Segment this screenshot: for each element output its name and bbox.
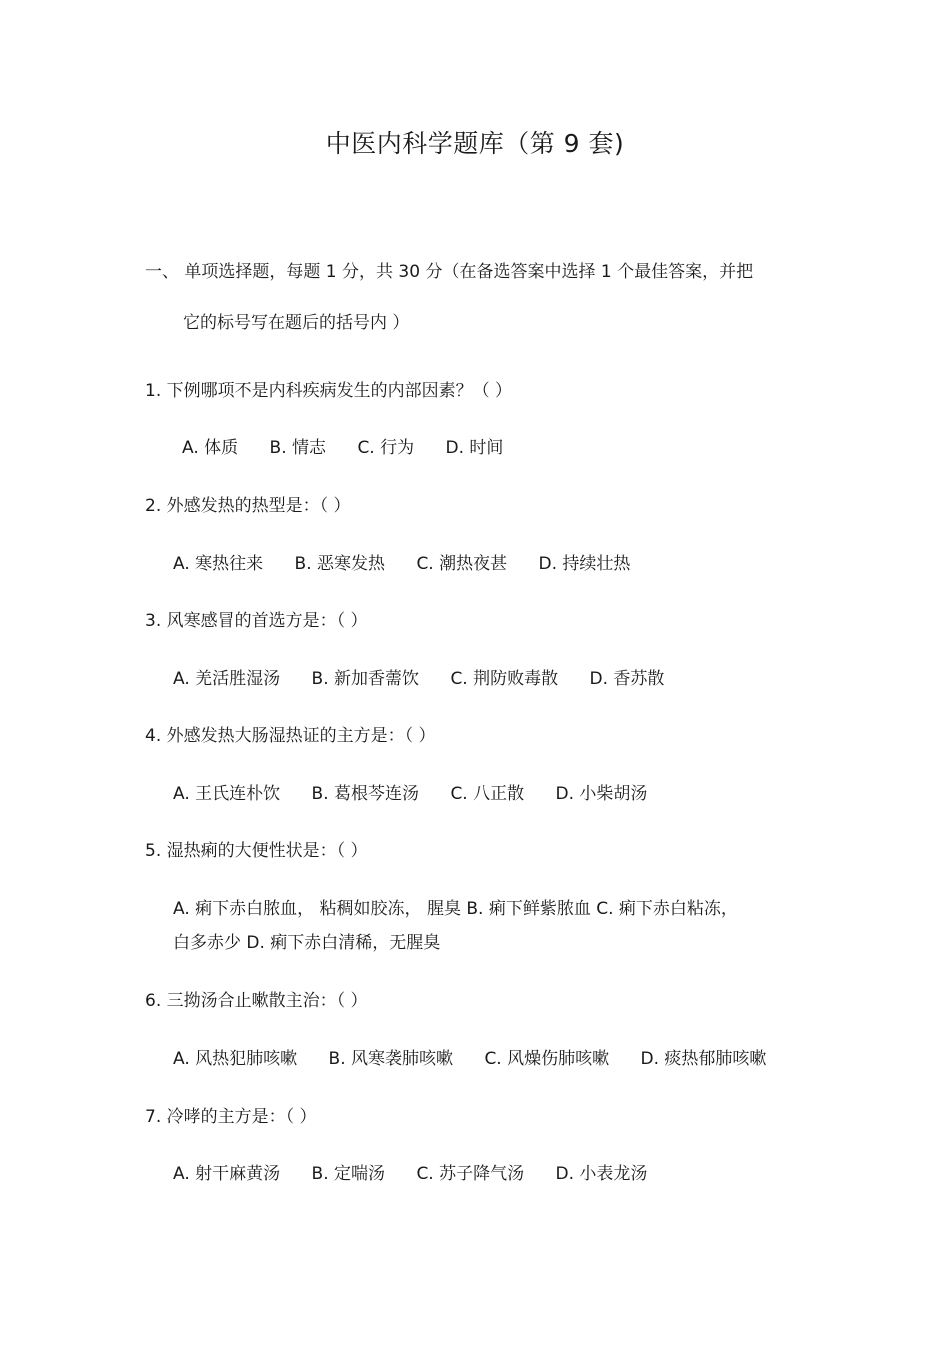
question-2-options [173,556,630,573]
section-instructions-continued: 它的标号写在题后的括号内 ） [183,313,410,333]
question-6-options [173,1051,766,1068]
option-c: C. 荆防败毒散 [450,669,559,689]
question-7: 7. 冷哮的主方是：（ ） [145,1107,317,1127]
question-4-options [173,786,647,803]
question-7-options [173,1166,647,1183]
option-a: A. 体质 [182,438,239,458]
question-5-options-line1: A. 痢下赤白脓血， 粘稠如胶冻， 腥臭 B. 痢下鲜紫脓血 C. 痢下赤白粘冻， [173,899,738,919]
section-instructions: 一、 单项选择题，每题 1 分，共 30 分（在备选答案中选择 1 个最佳答案，并把 [145,262,754,282]
option-a: A. 射干麻黄汤 [173,1164,281,1184]
question-4: 4. 外感发热大肠湿热证的主方是：（ ） [145,726,436,746]
option-d: D. 香苏散 [589,669,665,689]
option-c: C. 苏子降气汤 [416,1164,525,1184]
option-a: A. 羌活胜湿汤 [173,669,281,689]
option-d: D. 痰热郁肺咳嗽 [640,1049,767,1069]
option-c: C. 八正散 [450,784,525,804]
option-d: D. 持续壮热 [538,554,631,574]
question-3-options [173,671,664,688]
option-c: C. 潮热夜甚 [416,554,508,574]
question-5-options-line2: 白多赤少 D. 痢下赤白清稀，无腥臭 [173,933,441,953]
option-b: B. 风寒袭肺咳嗽 [328,1049,454,1069]
option-d: D. 时间 [445,438,504,458]
option-b: B. 新加香薷饮 [311,669,420,689]
option-c: C. 风燥伤肺咳嗽 [484,1049,610,1069]
question-3: 3. 风寒感冒的首选方是：（ ） [145,611,368,631]
option-d: D. 小柴胡汤 [555,784,648,804]
option-d: D. 小表龙汤 [555,1164,648,1184]
question-5: 5. 湿热痢的大便性状是：（ ） [145,841,368,861]
question-2: 2. 外感发热的热型是：（ ） [145,496,351,516]
option-c: C. 行为 [357,438,415,458]
question-1-options [182,440,503,457]
option-a: A. 王氏连朴饮 [173,784,281,804]
option-a: A. 寒热往来 [173,554,264,574]
question-1: 1. 下例哪项不是内科疾病发生的内部因素？（ ） [145,381,513,401]
option-b: B. 葛根芩连汤 [311,784,420,804]
option-a: A. 风热犯肺咳嗽 [173,1049,298,1069]
document-title: 中医内科学题库（第 9 套) [325,129,625,158]
option-b: B. 恶寒发热 [294,554,386,574]
option-b: B. 定喘汤 [311,1164,386,1184]
option-b: B. 情志 [269,438,327,458]
question-6: 6. 三拗汤合止嗽散主治：（ ） [145,991,368,1011]
